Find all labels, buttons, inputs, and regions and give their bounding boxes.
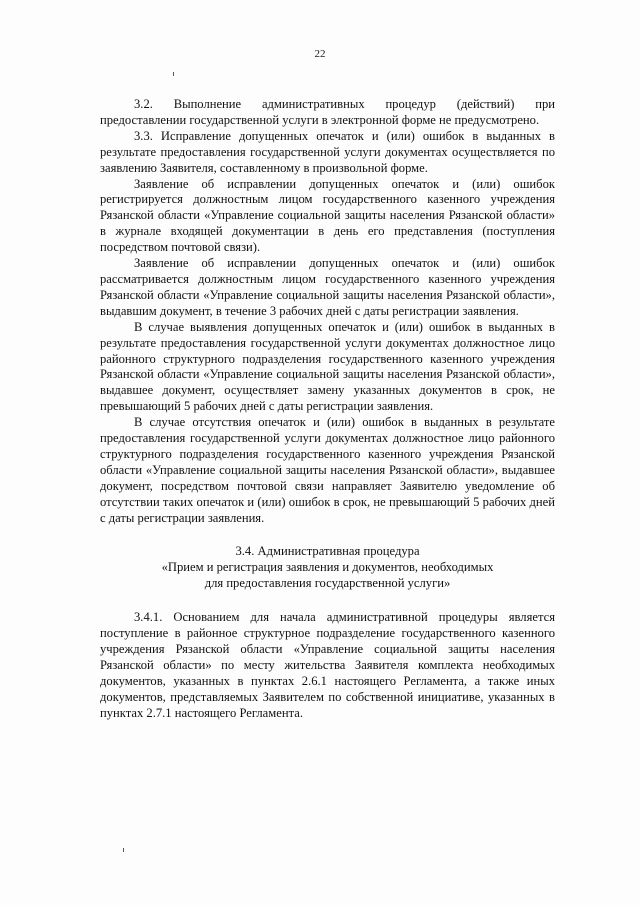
heading-line-2: «Прием и регистрация заявления и документов, необходимых bbox=[161, 560, 494, 575]
page-number: 22 bbox=[314, 48, 326, 60]
paragraph-registration: Заявление об исправлении допущенных опечаток и (или) ошибок регистрируется должностным лицом государственного казенного учреждения Рязанской области «Управление социальной защиты населения Рязанской области» в журнале входящей документации в день его представления (поступления посредством почтовой связи). bbox=[100, 176, 555, 255]
section-heading bbox=[100, 544, 555, 592]
paragraph-3-4-1: 3.4.1. Основанием для начала административной процедуры является поступление в районное структурное подразделение государственного казенного учреждения Рязанской области «Управление социальной защиты населения Рязанской области» по месту жительства Заявителя комплекта необходимых документов, указанных в пунктах 2.6.1 настоящего Регламента, а также иных документов, представляемых Заявителем по собственной инициативе, указанных в пунктах 2.7.1 настоящего Регламента. bbox=[100, 610, 555, 720]
heading-line-1: 3.4. Административная процедура bbox=[235, 544, 420, 559]
paragraph-no-errors: В случае отсутствия опечаток и (или) ошибок в выданных в результате предоставления государственной услуги документах должностное лицо районного структурного подразделения государственного казенного учреждения Рязанской области «Управление социальной защиты населения Рязанской области», выдавшее документ, посредством почтовой связи направляет Заявителю уведомление об отсутствии таких опечаток и (или) ошибок в срок, не превышающий 5 рабочих дней с даты регистрации заявления. bbox=[100, 415, 555, 525]
paragraph-review: Заявление об исправлении допущенных опечаток и (или) ошибок рассматривается должностным лицом государственного казенного учреждения Рязанской области «Управление социальной защиты населения Рязанской области», выдавшим документ, в течение 3 рабочих дней с даты регистрации заявления. bbox=[100, 256, 555, 318]
paragraph-3-3: 3.3. Исправление допущенных опечаток и (или) ошибок в выданных в результате предоставления государственной услуги документах осуществляется по заявлению Заявителя, составленному в произвольной форме. bbox=[100, 128, 555, 175]
heading-line-3: для предоставления государственной услуги» bbox=[204, 576, 451, 591]
paragraph-3-2: 3.2. Выполнение административных процедур (действий) при предоставлении государственной услуги в электронной форме не предусмотрено. bbox=[100, 97, 555, 127]
scan-speck bbox=[123, 848, 124, 852]
scan-speck bbox=[173, 72, 174, 76]
document-body bbox=[100, 97, 555, 722]
paragraph-errors-found: В случае выявления допущенных опечаток и (или) ошибок в выданных в результате предоставления государственной услуги документах должностное лицо районного структурного подразделения государственного казенного учреждения Рязанской области «Управление социальной защиты населения Рязанской области», выдавшее документ, осуществляет замену указанных документов в срок, не превышающий 5 рабочих дней с даты регистрации заявления. bbox=[100, 319, 555, 414]
